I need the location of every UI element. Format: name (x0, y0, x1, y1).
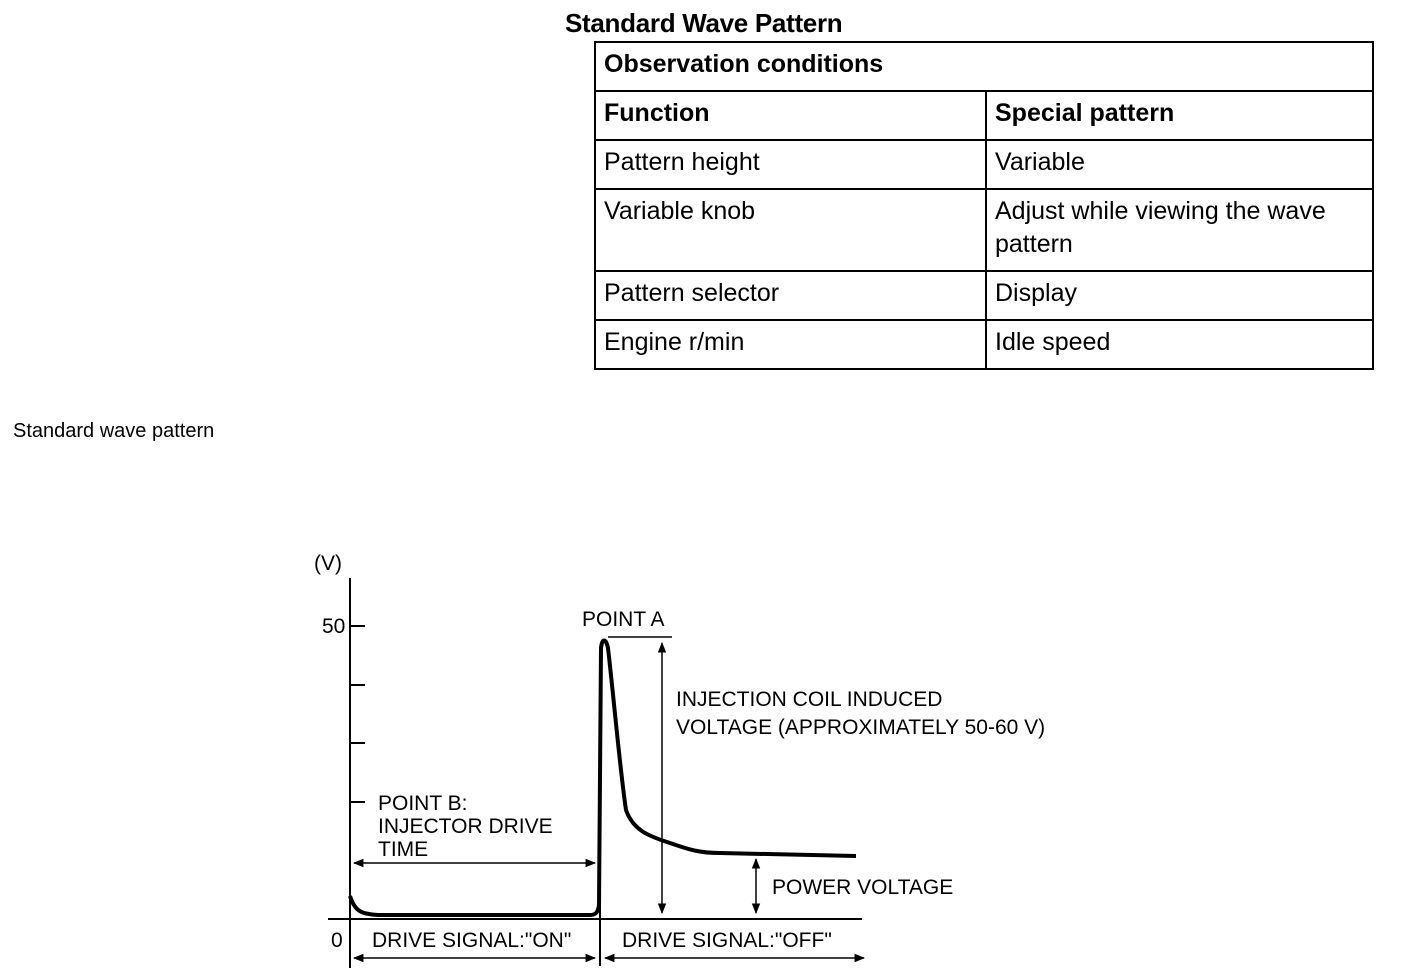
point-b-label-line1: POINT B: (378, 792, 468, 815)
y-tick-label-50: 50 (322, 615, 346, 638)
waveform-trace (350, 641, 856, 916)
point-a-label: POINT A (582, 608, 665, 631)
table-cell-function: Variable knob (595, 189, 986, 271)
table-cell-pattern: Idle speed (986, 320, 1373, 369)
table-cell-function: Pattern selector (595, 271, 986, 320)
y-tick-label-0: 0 (331, 929, 343, 952)
section-title: Standard Wave Pattern (565, 8, 843, 38)
induced-voltage-label-line2: VOLTAGE (APPROXIMATELY 50-60 V) (676, 716, 1046, 739)
table-cell-pattern: Adjust while viewing the wave pattern (986, 189, 1373, 271)
table-cell-function: Engine r/min (595, 320, 986, 369)
induced-voltage-label-line1: INJECTION COIL INDUCED (676, 688, 943, 711)
point-b-label-line2: INJECTOR DRIVE (378, 815, 553, 838)
table-header: Observation conditions (595, 42, 1373, 91)
power-voltage-label: POWER VOLTAGE (772, 876, 954, 899)
drive-signal-on-label: DRIVE SIGNAL:"ON" (372, 929, 572, 952)
table-cell-pattern: Variable (986, 140, 1373, 189)
point-b-label-line3: TIME (378, 838, 429, 861)
column-header-function: Function (595, 91, 986, 140)
drive-signal-off-label: DRIVE SIGNAL:"OFF" (622, 929, 832, 952)
table-cell-pattern: Display (986, 271, 1373, 320)
column-header-special-pattern: Special pattern (986, 91, 1373, 140)
y-unit-label: (V) (314, 552, 342, 575)
table-cell-function: Pattern height (595, 140, 986, 189)
diagram-caption: Standard wave pattern (13, 420, 215, 442)
